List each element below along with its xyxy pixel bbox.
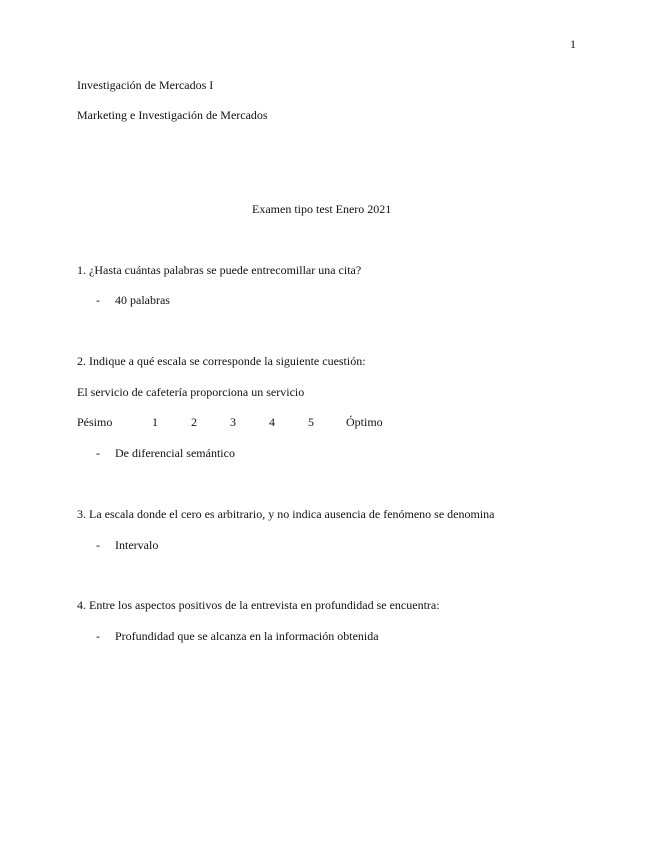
scale-point-1: 1 [152,415,158,429]
answer-3-dash: - [96,538,100,552]
answer-4-text: Profundidad que se alcanza en la información obtenida [115,629,379,643]
answer-1-dash: - [96,293,100,307]
question-3-text: 3. La escala donde el cero es arbitrario, y no indica ausencia de fenómeno se denomina [77,507,495,521]
exam-title: Examen tipo test Enero 2021 [252,202,392,216]
scale-point-3: 3 [230,415,236,429]
question-1-text: 1. ¿Hasta cuántas palabras se puede entrecomillar una cita? [77,263,362,277]
course-name: Investigación de Mercados I [77,78,214,92]
answer-4-dash: - [96,629,100,643]
scale-right-label: Óptimo [346,415,383,429]
question-4-text: 4. Entre los aspectos positivos de la entrevista en profundidad se encuentra: [77,598,440,612]
degree-name: Marketing e Investigación de Mercados [77,108,268,122]
scale-point-4: 4 [269,415,275,429]
scale-left-label: Pésimo [77,415,113,429]
answer-2-text: De diferencial semántico [115,446,235,460]
question-2-statement: El servicio de cafetería proporciona un servicio [77,385,305,399]
scale-point-5: 5 [308,415,314,429]
scale-point-2: 2 [191,415,197,429]
answer-3-text: Intervalo [115,538,159,552]
page-number: 1 [570,37,576,51]
question-2-text: 2. Indique a qué escala se corresponde la siguiente cuestión: [77,354,366,368]
answer-1-text: 40 palabras [115,293,170,307]
answer-2-dash: - [96,446,100,460]
